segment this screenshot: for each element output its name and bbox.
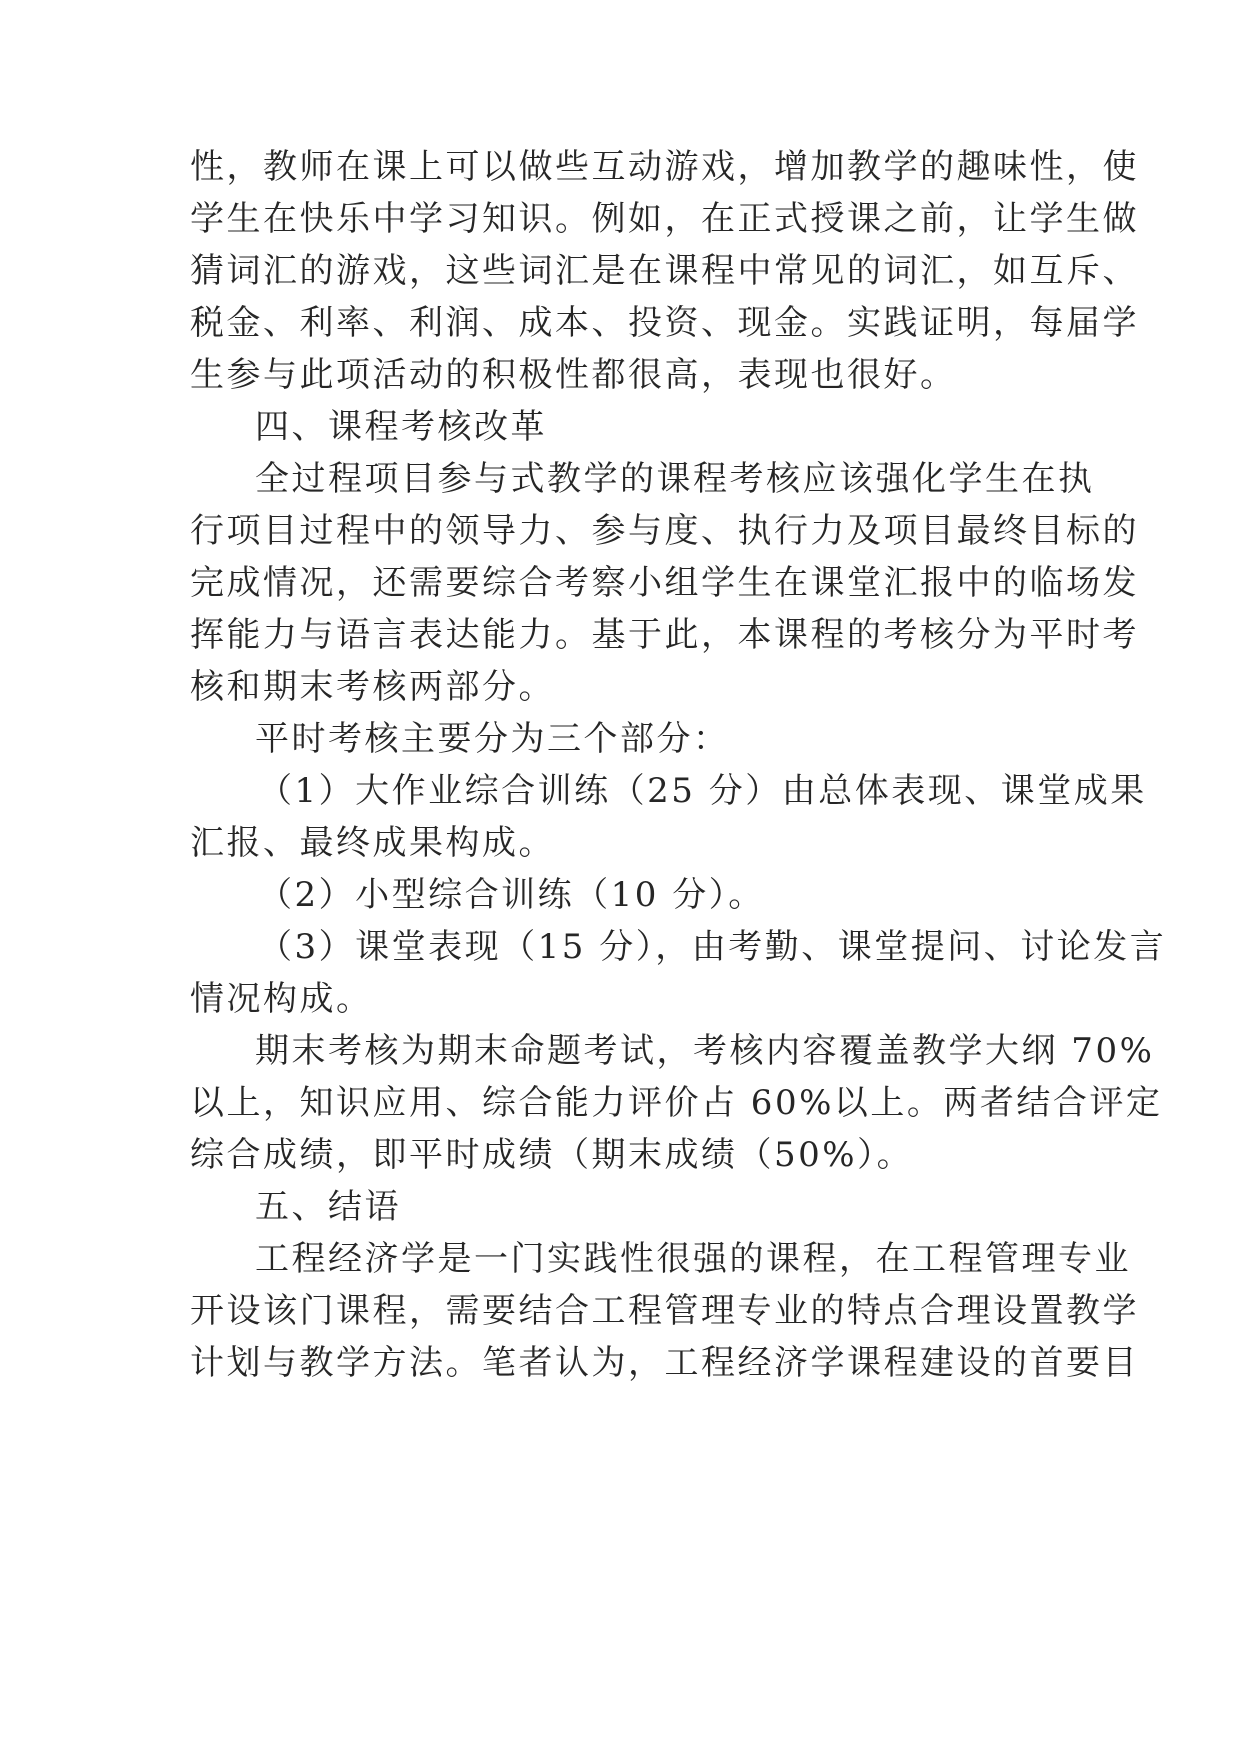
text-line-3: 猜词汇的游戏，这些词汇是在课程中常见的词汇，如互斥、 (190, 251, 1139, 291)
section-heading-4: 四、课程考核改革 (255, 407, 547, 447)
text-line-2: 学生在快乐中学习知识。例如，在正式授课之前，让学生做 (190, 199, 1139, 239)
list-item-1: （1）大作业综合训练（25 分）由总体表现、课堂成果 (258, 771, 1147, 811)
text-line-10: 挥能力与语言表达能力。基于此，本课程的考核分为平时考 (190, 615, 1139, 655)
text-line-12: 平时考核主要分为三个部分： (255, 719, 730, 759)
text-line-22: 工程经济学是一门实践性很强的课程，在工程管理专业 (255, 1239, 1131, 1279)
text-line-5: 生参与此项活动的积极性都很高，表现也很好。 (190, 355, 957, 395)
text-line-1: 性，教师在课上可以做些互动游戏，增加教学的趣味性，使 (190, 147, 1139, 187)
list-item-2: （2）小型综合训练（10 分）。 (258, 875, 765, 915)
text-line-18: 期末考核为期末命题考试，考核内容覆盖教学大纲 70% (255, 1031, 1155, 1071)
text-line-9: 完成情况，还需要综合考察小组学生在课堂汇报中的临场发 (190, 563, 1139, 603)
text-line-19: 以上，知识应用、综合能力评价占 60%以上。两者结合评定 (190, 1083, 1163, 1123)
text-line-11: 核和期末考核两部分。 (190, 667, 555, 707)
text-line-20: 综合成绩，即平时成绩（期末成绩（50%）。 (190, 1135, 914, 1175)
text-line-17: 情况构成。 (190, 979, 373, 1019)
list-item-3: （3）课堂表现（15 分），由考勤、课堂提问、讨论发言 (258, 927, 1167, 967)
text-line-23: 开设该门课程，需要结合工程管理专业的特点合理设置教学 (190, 1291, 1139, 1331)
section-heading-5: 五、结语 (255, 1187, 401, 1227)
text-line-14: 汇报、最终成果构成。 (190, 823, 555, 863)
text-line-4: 税金、利率、利润、成本、投资、现金。实践证明，每届学 (190, 303, 1139, 343)
text-line-24: 计划与教学方法。笔者认为，工程经济学课程建设的首要目 (190, 1343, 1139, 1383)
text-line-7: 全过程项目参与式教学的课程考核应该强化学生在执 (255, 459, 1095, 499)
text-line-8: 行项目过程中的领导力、参与度、执行力及项目最终目标的 (190, 511, 1139, 551)
